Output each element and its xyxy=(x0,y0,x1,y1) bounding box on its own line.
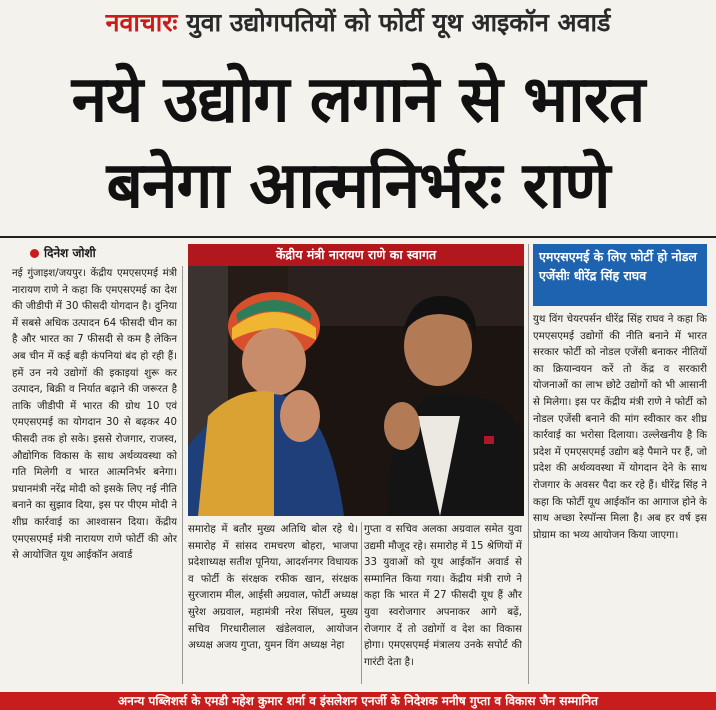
kicker-lead: नवाचारः xyxy=(105,8,178,37)
column-divider-2 xyxy=(361,522,362,684)
bottom-banner: अनन्य पब्लिशर्स के एमडी महेश कुमार शर्मा व इंसलेशन एनर्जी के निदेशक मनीष गुप्ता व विकास जैन सम्मानित xyxy=(0,692,716,710)
article-photo xyxy=(188,266,524,516)
byline-dot-icon xyxy=(30,249,39,258)
sidebar-heading: एमएसएमई के लिए फोर्टी हो नोडल एजेंसीः धीरेंद्र सिंह राघव xyxy=(533,244,707,306)
article-text-col-3: गुप्ता व सचिव अलका अग्रवाल समेत युवा उद्यमी मौजूद रहे। समारोह में 15 श्रेणियों में 33 युवाओं को यूथ आईकॉन अवार्ड से सम्मानित किया गया। केंद्रीय मंत्री राणे ने कहा कि भारत में 27 फीसदी यूथ हैं और युवा स्वरोजगार अपनाकर आगे बढ़ें, रोजगार दें तो उद्योगों व देश का विकास होगा। एमएसएमई मंत्रालय उनके सपोर्ट की गारंटी देता है। xyxy=(364,524,522,668)
article-column-3 xyxy=(364,522,522,684)
photo-illustration xyxy=(188,266,524,516)
column-divider-3 xyxy=(528,244,529,684)
byline xyxy=(30,244,180,262)
sidebar-text: युथ विंग चेयरपर्सन धीरेंद्र सिंह राघव ने कहा कि एमएसएमई उद्योगों की नीति बनाने में भारत सरकार फोर्टी को नोडल एजेंसी बनाकर नीतियों का क्रियान्वयन करें तो केंद्र व सरकारी योजनाओं का लाभ छोटे उद्योगों को भी आसानी से मिलेगा। इस पर केंद्रीय मंत्री राणे ने फोर्टी को नोडल एजेंसी बनाने की मांग स्वीकार कर शीघ्र कार्रवाई का भरोसा दिलाया। उल्लेखनीय है कि प्रदेश में एमएसएमई उद्योग बड़े पैमाने पर हैं, जो प्रदेश की अर्थव्यवस्था में योगदान देने के साथ रोजगार के अवसर पैदा कर रहे हैं। धीरेंद्र सिंह ने कहा कि फोर्टी यूथ आईकॉन का आगाज होने के साथ अच्छा रेस्पॉन्स मिला है। अब हर वर्ष इस प्रोग्राम का भव्य आयोजन किया जाएगा। xyxy=(533,314,707,541)
headline-line-2: बनेगा आत्मनिर्भरः राणे xyxy=(106,149,610,223)
headline-line-1: नये उद्योग लगाने से भारत xyxy=(71,63,645,137)
kicker xyxy=(0,0,716,46)
sidebar-column xyxy=(533,312,707,682)
article-column-2 xyxy=(188,522,358,684)
kicker-text: युवा उद्योगपतियों को फोर्टी यूथ आइकॉन अवार्ड xyxy=(186,8,611,37)
article-text-col-1: नई गुंजाइश/जयपुर। केंद्रीय एमएसएमई मंत्री नारायण राणे ने कहा कि एमएसएमई का देश की जीडीपी में 30 फीसदी योगदान है। दुनिया में सबसे अधिक उत्पादन 64 फीसदी चीन का है और भारत का 7 फीसदी से कम है लेकिन अब चीन में कई बड़ी कंपनियां बंद हो रही हैं। हमें उन नये उद्योगों की इकाइयां शुरू कर उत्पादन, बिक्री व निर्यात बढ़ाने की जरूरत है ताकि जीडीपी में भारत की ग्रोथ 10 एवं एमएसएमई का योगदान 30 से बढ़कर 40 फीसदी तक हो सके। इससे रोजगार, राजस्व, औद्योगिक विकास के साथ अर्थव्यवस्था को गति मिलेगी व भारत आत्मनिर्भर बनेगा। प्रधानमंत्री नरेंद्र मोदी को इसके लिए नई नीति बनाने का सुझाव दिया, इस पर पीएम मोदी ने शीघ्र कार्रवाई का आश्वासन दिया। केंद्रीय एमएसएमई मंत्री नारायण राणे फोर्टी की ओर से आयोजित यूथ आईकॉन अवार्ड xyxy=(12,268,177,562)
article-column-1 xyxy=(12,266,177,684)
column-divider-1 xyxy=(182,266,183,684)
headline-divider xyxy=(0,236,716,238)
photo-caption: केंद्रीय मंत्री नारायण राणे का स्वागत xyxy=(188,244,524,266)
byline-author: दिनेश जोशी xyxy=(44,246,96,260)
article-text-col-2: समारोह में बतौर मुख्य अतिथि बोल रहे थे। समारोह में सांसद रामचरण बोहरा, भाजपा प्रदेशाध्यक्ष सतीश पूनिया, आदर्शनगर विधायक व फोर्टी के संरक्षक रफीक खान, संरक्षक सुरजाराम मील, आईसी अग्रवाल, फोर्टी अध्यक्ष सुरेश अग्रवाल, महामंत्री नरेश सिंघल, मुख्य सचिव गिरधारीलाल खंडेलवाल, आयोजन अध्यक्ष अजय गुप्ता, युमन विंग अध्यक्ष नेहा xyxy=(188,524,358,652)
